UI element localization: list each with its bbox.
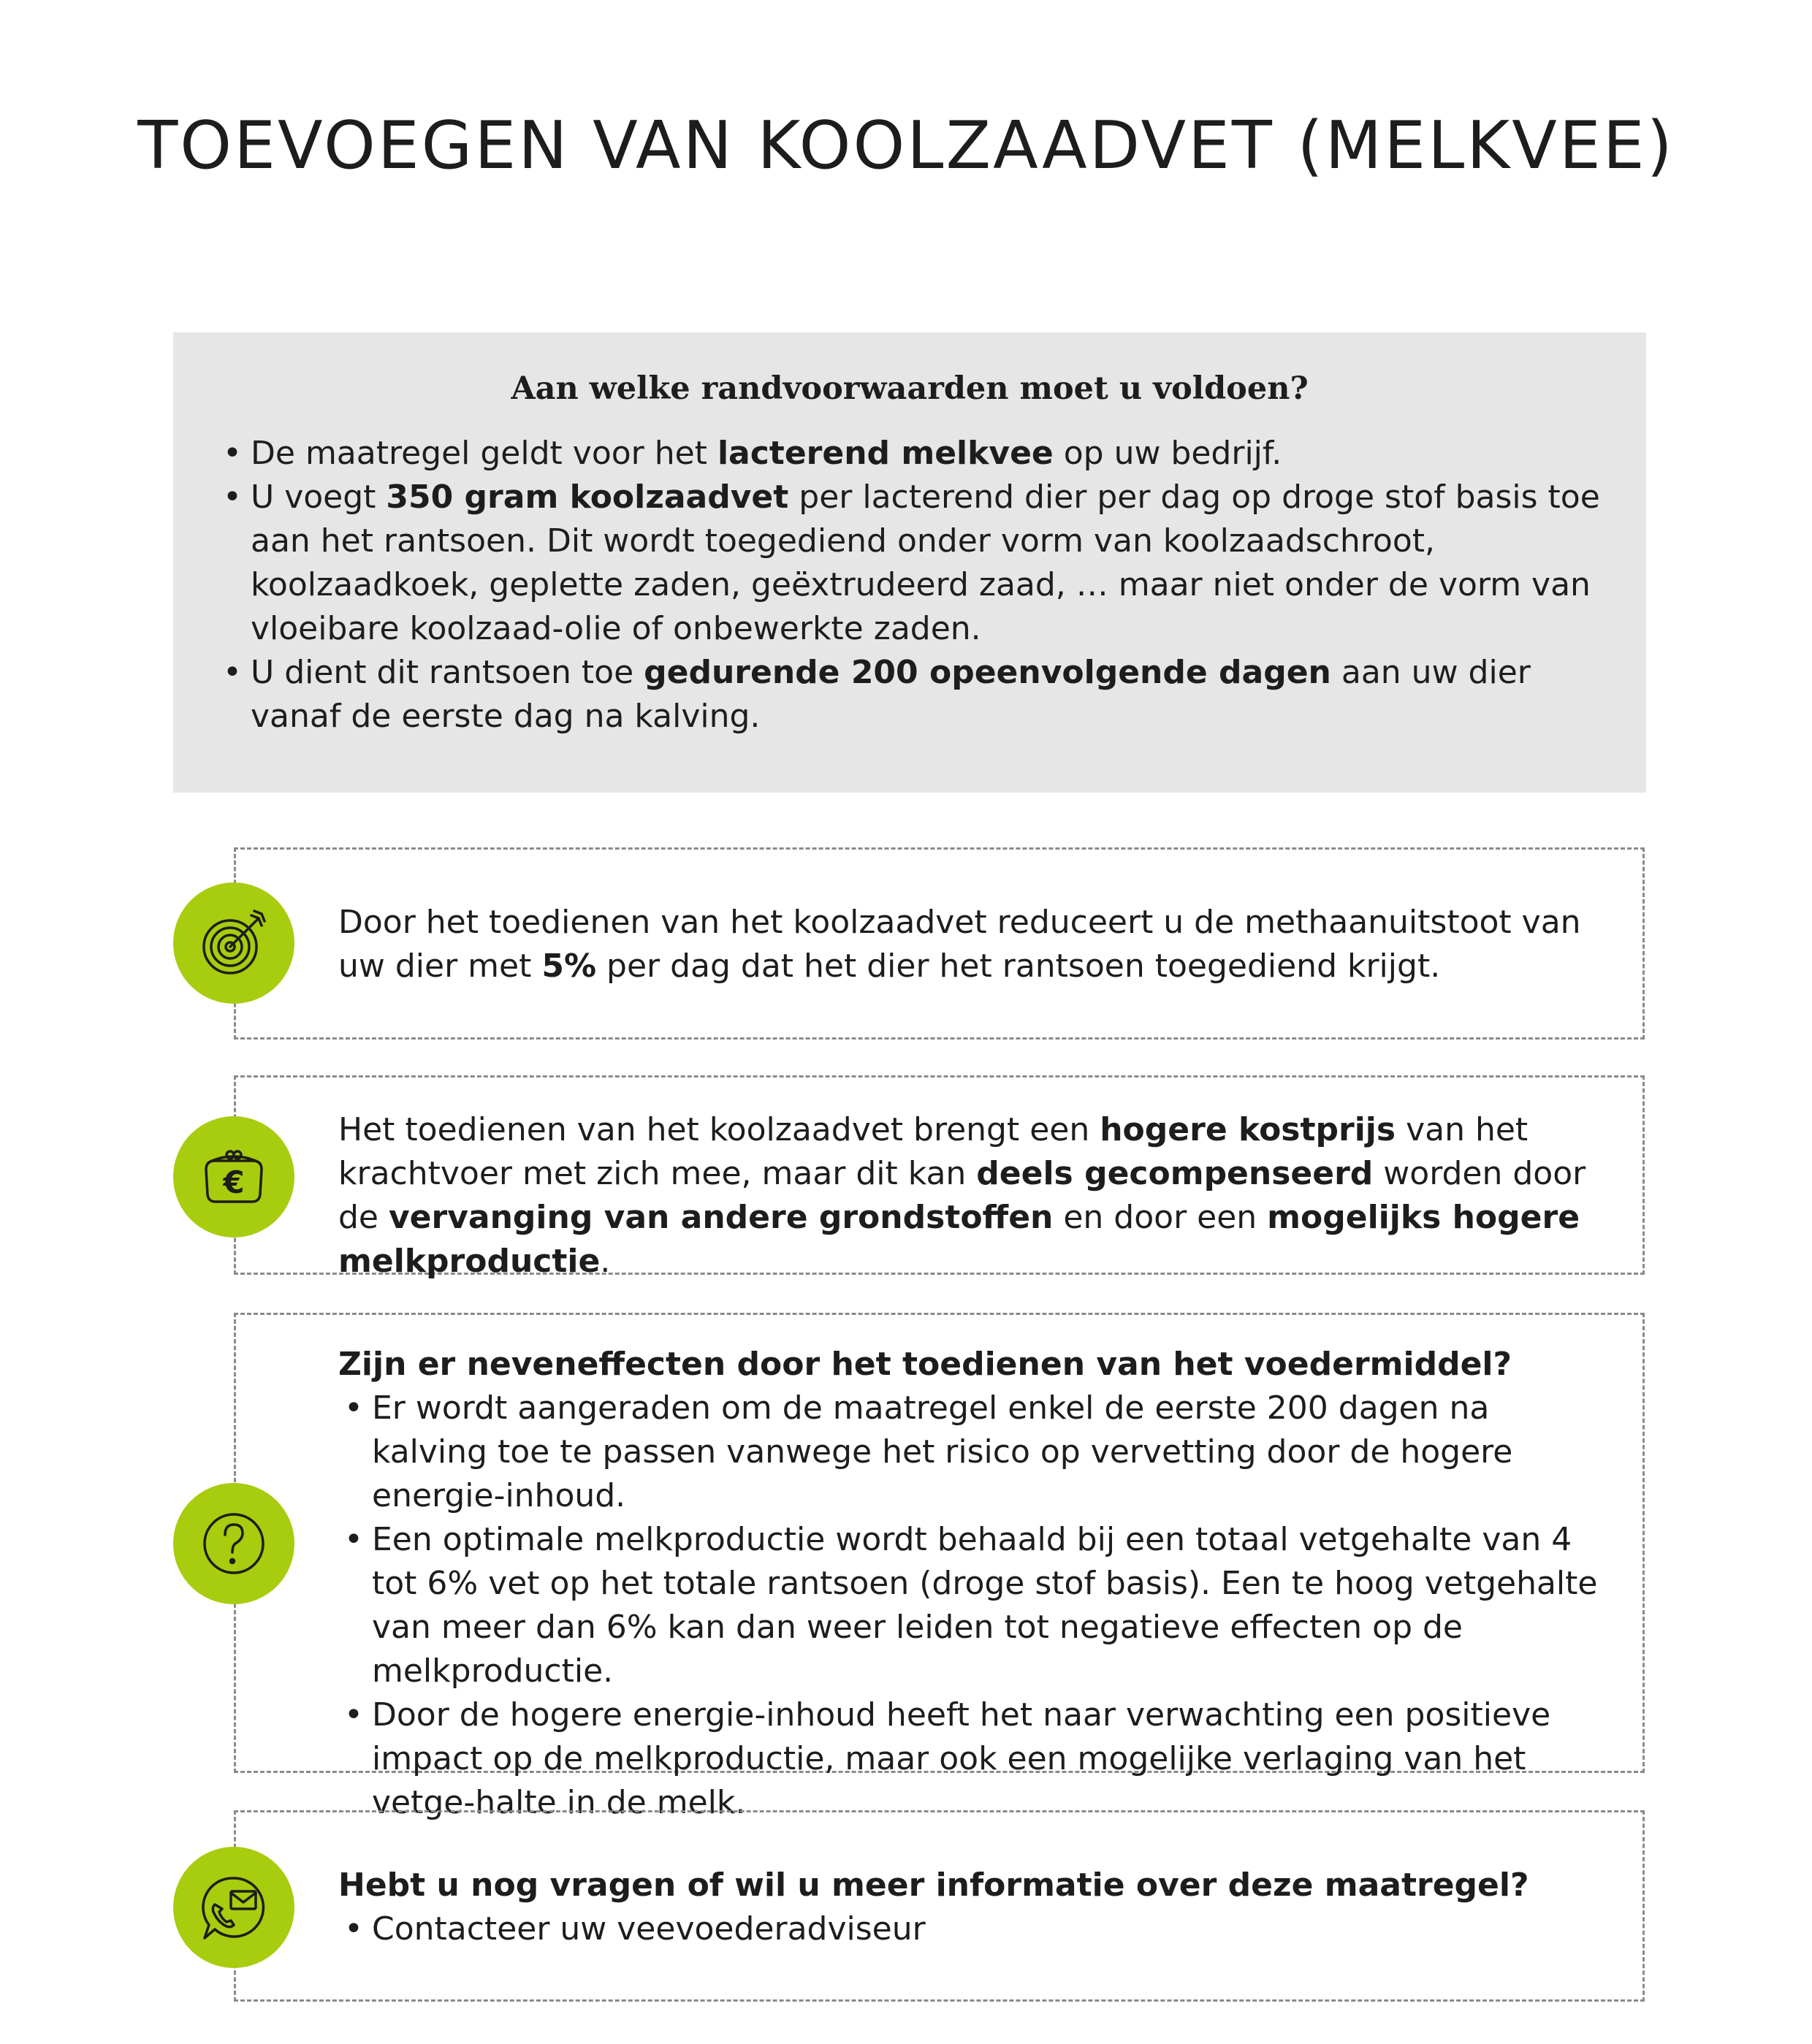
euro-purse-icon [173, 1116, 294, 1238]
contact-bubble-icon [173, 1847, 294, 1968]
list-item: • U dient dit rantsoen toe gedurende 200 opeenvolgende dagen aan uw dier vanaf de eerste dag na kalving. [217, 651, 1602, 739]
page-title: TOEVOEGEN VAN KOOLZAADVET (MELKVEE) [137, 107, 1675, 184]
target-icon [173, 882, 294, 1004]
conditions-heading: Aan welke randvoorwaarden moet u voldoen? [511, 370, 1309, 407]
contact-heading: Hebt u nog vragen of wil u meer informatie over deze maatregel? [338, 1866, 1529, 1904]
conditions-list [217, 432, 1602, 739]
list-item: • Er wordt aangeraden om de maatregel enkel de eerste 200 dagen na kalving toe te passen vanwege het risico op vervetting door de hogere energie-inhoud. [338, 1387, 1599, 1518]
list-item: • Door de hogere energie-inhoud heeft het naar verwachting een positieve impact op de melkproductie, maar ook een mogelijke verlaging van het vetge-halte in de melk. [338, 1693, 1599, 1825]
question-icon [173, 1483, 294, 1604]
effect-box [234, 847, 1645, 1040]
effect-text: Door het toedienen van het koolzaadvet reduceert u de methaanuitstoot van uw dier met 5% per dag dat het dier het rantsoen toegediend krijgt. [338, 904, 1581, 985]
svg-text:€: € [223, 1164, 245, 1200]
list-item: • Contacteer uw veevoederadviseur [338, 1907, 1599, 1951]
cost-text: Het toedienen van het koolzaadvet brengt een hogere kostprijs van het krachtvoer met zich mee, maar dit kan deels gecompenseerd worden door de vervanging van andere grondstoffen en door een mogelijks hogere melkproductie. [338, 1111, 1586, 1280]
side-effects-box [234, 1313, 1645, 1821]
contact-box [234, 1810, 1645, 2002]
list-item: • Een optimale melkproductie wordt behaald bij een totaal vetgehalte van 4 tot 6% vet op het totale rantsoen (droge stof basis). Een te hoog vetgehalte van meer dan 6% kan dan weer leiden tot negatieve effecten op de melkproductie. [338, 1518, 1599, 1693]
contact-list [338, 1907, 1599, 1951]
side-effects-heading: Zijn er neveneffecten door het toedienen van het voedermiddel? [338, 1346, 1512, 1383]
list-item: • De maatregel geldt voor het lacterend melkvee op uw bedrijf. [217, 432, 1602, 476]
cost-box [234, 1075, 1645, 1280]
list-item: • U voegt 350 gram koolzaadvet per lacterend dier per dag op droge stof basis toe aan het rantsoen. Dit wordt toegediend onder vorm van koolzaadschroot, koolzaadkoek, geplette zaden, geëxtrudeerd zaad, … maar niet onder de vorm van vloeibare koolzaad-olie of onbewerkte zaden. [217, 476, 1602, 651]
conditions-panel [173, 332, 1646, 793]
side-effects-list [338, 1387, 1599, 1825]
